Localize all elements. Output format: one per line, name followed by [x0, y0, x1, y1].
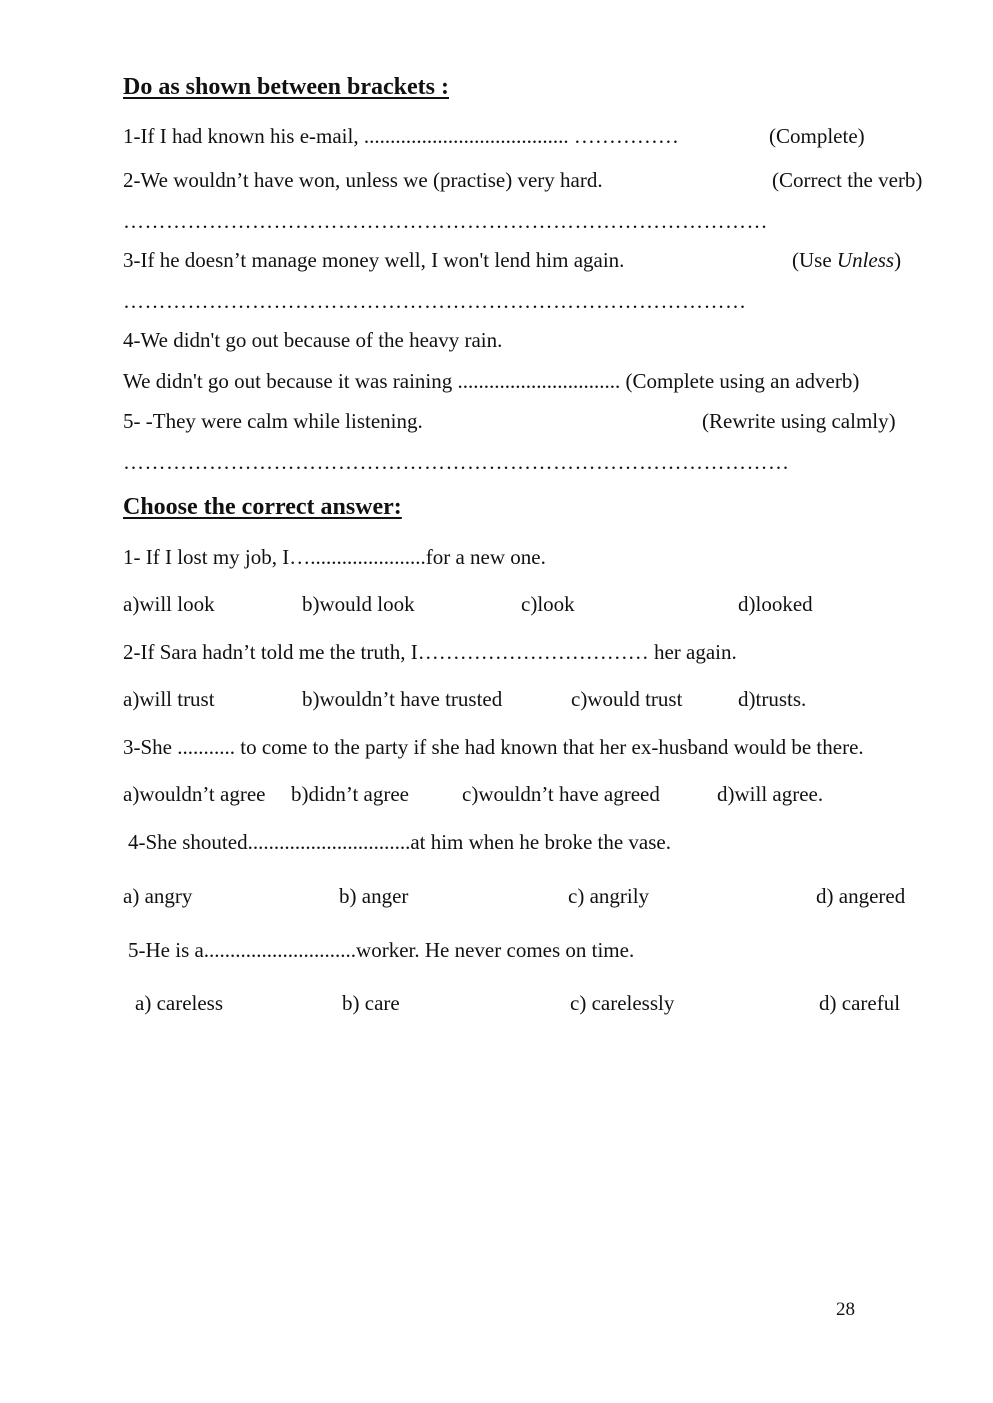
- s1-question-4: 4-We didn't go out because of the heavy rain.: [123, 328, 503, 352]
- s2-q4-option-a: a) angry: [123, 884, 193, 908]
- s2-q4-option-d: d) angered: [816, 884, 906, 908]
- s2-q1-option-a: a)will look: [123, 592, 215, 616]
- s2-question-1: 1- If I lost my job, I…......................for a new one.: [123, 545, 546, 569]
- s1-question-2-answer-line: ………………………………………………………………………………: [123, 209, 768, 233]
- s2-q3-option-a: a)wouldn’t agree: [123, 782, 266, 806]
- s1-question-5-instruction: (Rewrite using calmly): [702, 409, 896, 433]
- s1-question-2-instruction: (Correct the verb): [772, 168, 923, 192]
- s1-question-1: 1-If I had known his e-mail, ....................................... ……………: [123, 124, 679, 148]
- s2-q5-option-b: b) care: [342, 991, 400, 1015]
- s1-question-1-instruction: (Complete): [769, 124, 865, 148]
- section-heading-choose: Choose the correct answer:: [123, 494, 402, 520]
- s2-q3-option-d: d)will agree.: [717, 782, 824, 806]
- s2-q2-option-c: c)would trust: [571, 687, 683, 711]
- s2-q4-option-c: c) angrily: [568, 884, 650, 908]
- s1-question-5: 5- -They were calm while listening.: [123, 409, 423, 433]
- s2-q3-option-b: b)didn’t agree: [291, 782, 409, 806]
- s2-q3-option-c: c)wouldn’t have agreed: [462, 782, 660, 806]
- s1-question-4-prompt: We didn't go out because it was raining ............................... (Complete using an adverb): [123, 369, 860, 393]
- s2-q2-option-a: a)will trust: [123, 687, 215, 711]
- s1-question-3: 3-If he doesn’t manage money well, I won't lend him again.: [123, 248, 625, 272]
- s2-question-3: 3-She ........... to come to the party if she had known that her ex-husband would be there.: [123, 735, 864, 759]
- s1-question-3-instruction: (Use Unless): [792, 248, 902, 272]
- s1-question-2: 2-We wouldn’t have won, unless we (practise) very hard.: [123, 168, 603, 192]
- s2-question-4: 4-She shouted...............................at him when he broke the vase.: [128, 830, 671, 854]
- s1-question-5-answer-line: …………………………………………………………………………………: [123, 450, 790, 474]
- s2-q2-option-b: b)wouldn’t have trusted: [302, 687, 503, 711]
- s2-question-5: 5-He is a.............................worker. He never comes on time.: [128, 938, 635, 962]
- s2-q5-option-c: c) carelessly: [570, 991, 675, 1015]
- s2-q1-option-d: d)looked: [738, 592, 813, 616]
- s2-q4-option-b: b) anger: [339, 884, 409, 908]
- s2-q2-option-d: d)trusts.: [738, 687, 807, 711]
- s2-q5-option-a: a) careless: [135, 991, 224, 1015]
- s2-q1-option-b: b)would look: [302, 592, 415, 616]
- s2-q5-option-d: d) careful: [819, 991, 901, 1015]
- page-number: 28: [836, 1299, 855, 1320]
- section-heading-brackets: Do as shown between brackets :: [123, 74, 449, 100]
- s1-question-3-answer-line: ……………………………………………………………………………: [123, 289, 747, 313]
- s2-question-2: 2-If Sara hadn’t told me the truth, I…………………………… her again.: [123, 640, 737, 664]
- s2-q1-option-c: c)look: [521, 592, 575, 616]
